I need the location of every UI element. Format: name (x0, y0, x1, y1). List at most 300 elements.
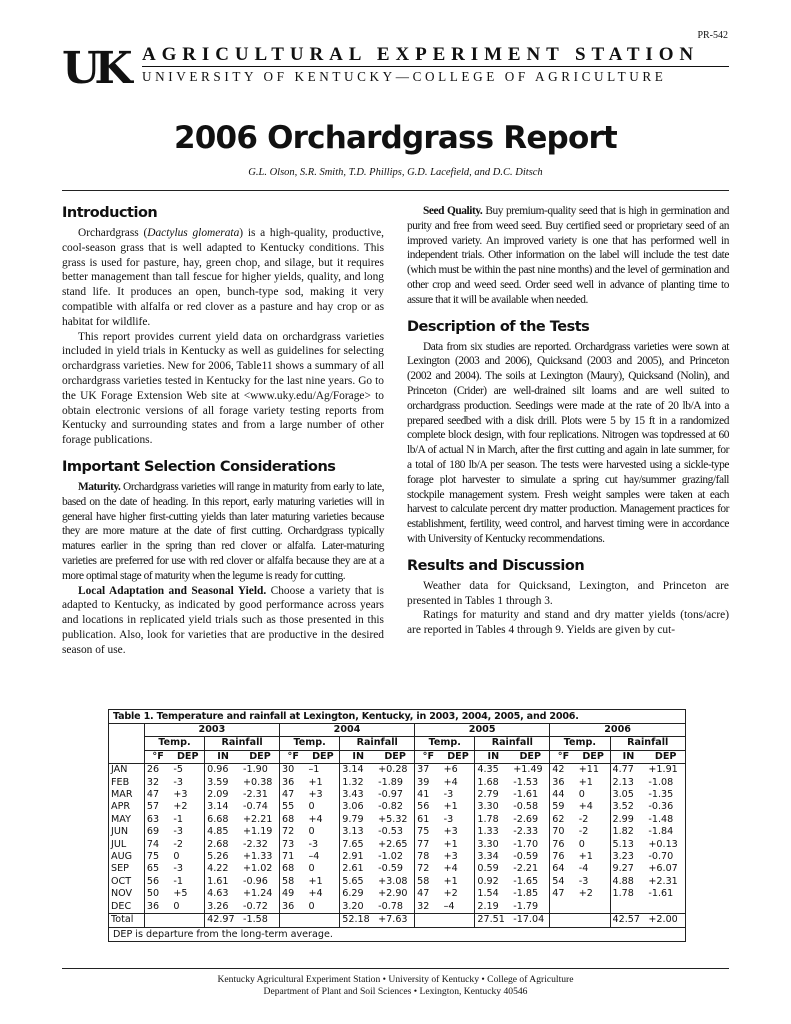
table-cell (442, 914, 475, 927)
table-cell: 62 (550, 814, 577, 826)
temp-group-header: Temp. (144, 737, 204, 750)
table-cell: -2 (578, 813, 589, 825)
table-cell: 0.92 (475, 876, 511, 888)
table-cell: +1.91 (648, 764, 678, 776)
table-cell: 50 (144, 888, 171, 900)
report-title: 2006 Orchardgrass Report (174, 120, 617, 156)
table-cell: 3.13 (340, 826, 376, 838)
table-cell: -1.48 (648, 813, 674, 825)
table-cell: +4 (443, 863, 458, 875)
table-cell: 4.35 (475, 764, 511, 777)
table-cell: 27.51 (475, 914, 511, 927)
header-rule (142, 66, 729, 67)
table-cell: -1.90 (243, 764, 268, 776)
table-row (109, 851, 685, 863)
sub-header-cell: DEP (442, 750, 475, 763)
table-cell: +3 (443, 826, 458, 838)
table-cell: 56 (144, 876, 171, 888)
table-cell: 3.06 (340, 801, 376, 813)
table-row (109, 876, 685, 888)
table-cell: 75 (144, 851, 171, 863)
table-cell: 63 (144, 814, 171, 826)
table-cell: -0.36 (648, 801, 674, 813)
introduction-paragraph-1 (62, 226, 384, 330)
table-cell (144, 914, 171, 927)
table-cell: +6.07 (648, 863, 678, 875)
temp-group-header: Temp. (279, 737, 339, 750)
month-cell: Total (109, 914, 144, 927)
table-cell: -1 (173, 813, 183, 825)
seed-quality-lead: Seed Quality. (423, 205, 483, 217)
table-cell: +4 (308, 888, 323, 900)
table-cell: +3 (443, 851, 458, 863)
table-cell: +1 (443, 838, 458, 850)
month-cell: OCT (111, 875, 132, 887)
table-cell: 3.30 (475, 801, 511, 813)
college-name: UNIVERSITY OF KENTUCKY—COLLEGE OF AGRICULTURE (142, 69, 667, 84)
table-cell: -1.35 (648, 789, 674, 801)
month-header-cell (109, 737, 144, 750)
table-cell: 52.18 (340, 914, 376, 927)
month-cell: JUL (111, 838, 127, 850)
table-cell: 2.61 (340, 863, 376, 875)
table-cell: +3.08 (378, 875, 408, 887)
table-cell: 39 (415, 777, 442, 789)
table-cell: 6.68 (205, 814, 241, 826)
table-cell: +4 (578, 801, 593, 813)
sub-header-cell: °F (415, 750, 442, 763)
table-cell: 4.63 (205, 888, 241, 900)
table-row (109, 801, 685, 813)
rain-group-header: Rainfall (340, 737, 415, 750)
station-name: AGRICULTURAL EXPERIMENT STATION (142, 44, 699, 65)
table-cell: +1.19 (243, 826, 273, 838)
table-cell: 54 (550, 876, 577, 888)
table-cell: 76 (550, 839, 577, 851)
maturity-text: Orchardgrass varieties will range in maturity from early to late, based on the date of heading. In this report, early maturing varieties will in general have higher first-cutting yields than later maturing varieties because they are more mature at the date of first cutting. Orchardgrass typically matures earlier in the spring than red clover or alfalfa. Later-maturing varieties are preferred for use with red clover or alfalfa because they are at a more optimal stage of maturity when the legume is ready for cutting. (62, 480, 384, 582)
table-cell: 1.32 (340, 777, 376, 789)
table-cell: 4.85 (205, 826, 241, 838)
table-cell: -0.96 (243, 875, 268, 887)
results-paragraph-1: Weather data for Quicksand, Lexington, and Princeton are presented in Tables 1 through 3. (407, 579, 729, 607)
table-cell: +3 (308, 789, 323, 801)
table-cell: 65 (144, 863, 171, 875)
table-cell: +2.65 (378, 838, 408, 850)
table-cell: 0 (308, 826, 315, 838)
table-cell: 26 (144, 764, 171, 777)
month-cell: MAR (111, 789, 133, 801)
maturity-paragraph (62, 480, 384, 584)
rain-group-header: Rainfall (205, 737, 280, 750)
table-cell (550, 901, 577, 914)
sub-header-cell: DEP (376, 750, 414, 763)
month-cell: SEP (111, 863, 129, 875)
year-header: 2004 (279, 724, 414, 737)
table-cell: +2.31 (648, 875, 678, 887)
table-cell: 42.57 (610, 914, 646, 927)
table-row (109, 789, 685, 801)
footer-rule (62, 968, 729, 969)
sub-header-cell: DEP (306, 750, 339, 763)
table-cell: +4 (308, 813, 323, 825)
year-header-row (109, 724, 685, 737)
month-cell: MAY (111, 813, 131, 825)
table-cell: 2.99 (610, 814, 646, 826)
table-cell: 1.78 (610, 888, 646, 900)
table-cell: +1 (578, 776, 593, 788)
table-cell: 37 (415, 764, 442, 777)
table-cell (279, 914, 306, 927)
temp-group-header: Temp. (415, 737, 475, 750)
table-cell: 4.88 (610, 876, 646, 888)
table-cell: -4 (578, 863, 589, 875)
table-cell: +2 (443, 888, 458, 900)
table-cell: 1.82 (610, 826, 646, 838)
table-cell: 61 (415, 814, 442, 826)
table-cell: 59 (550, 801, 577, 813)
footer-institution: Kentucky Agricultural Experiment Station • University of Kentucky • College of Agriculture (217, 974, 574, 985)
table-cell: –1 (308, 764, 320, 776)
table-cell: 42.97 (205, 914, 241, 927)
title-rule (62, 190, 729, 191)
table-cell: -1.84 (648, 826, 674, 838)
sub-header-cell: °F (144, 750, 171, 763)
adaptation-paragraph (62, 584, 384, 658)
table-cell: -1.65 (513, 875, 539, 887)
table-cell: 0 (578, 838, 585, 850)
year-header: 2003 (144, 724, 279, 737)
table-row (109, 814, 685, 826)
table-cell: -0.82 (378, 801, 403, 813)
introduction-paragraph-2: This report provides current yield data on orchardgrass varieties included in yield trials in Kentucky as well as guidelines for selecting orchardgrass varieties. New for 2006, Table11 shows a summary of all orchardgrass varieties tested in Kentucky for the last nine years. Go to the UK Forage Extension Web site at <www.uky.edu/Ag/Forage> to obtain electronic versions of all forage variety testing reports from Kentucky and surrounding states and from a large number of other forage publications. (62, 330, 384, 447)
table-cell: 2.13 (610, 777, 646, 789)
table-cell: -2.32 (243, 838, 268, 850)
table-cell: 42 (550, 764, 577, 777)
selection-heading: Important Selection Considerations (62, 458, 336, 475)
table-cell: -0.70 (648, 851, 674, 863)
table-cell: +6 (443, 764, 458, 776)
table-cell: +5 (173, 888, 188, 900)
sub-header-cell: IN (610, 750, 646, 763)
table-cell: 0.96 (205, 764, 241, 777)
table-cell: 1.68 (475, 777, 511, 789)
table-cell: 0 (173, 900, 180, 912)
table-cell: +1 (578, 851, 593, 863)
month-header-cell (109, 724, 144, 737)
results-heading: Results and Discussion (407, 557, 585, 574)
table-row (109, 777, 685, 789)
table-cell: 68 (279, 863, 306, 875)
seed-quality-paragraph (407, 204, 729, 308)
uk-logo-text: UK (62, 45, 127, 87)
table-cell: +1.33 (243, 851, 273, 863)
table-cell: 49 (279, 888, 306, 900)
table-cell: 3.05 (610, 789, 646, 801)
month-cell: JUN (111, 826, 129, 838)
sub-header-cell: °F (279, 750, 306, 763)
table-cell: -3 (308, 838, 319, 850)
sub-header-row (109, 750, 685, 763)
table-cell: -1.08 (648, 776, 674, 788)
table-cell: 3.23 (610, 851, 646, 863)
table-cell: +1.02 (243, 863, 273, 875)
table-cell: 0 (308, 900, 315, 912)
table-cell: +5.32 (378, 813, 408, 825)
species-name: Dactylus glomerata (147, 227, 240, 239)
table-cell: 47 (415, 888, 442, 900)
uk-logo (62, 45, 138, 87)
sub-header-cell: IN (205, 750, 241, 763)
table-row (109, 888, 685, 900)
table-cell: -1.79 (513, 900, 539, 912)
month-cell: JAN (111, 764, 128, 776)
table-cell: 3.26 (205, 901, 241, 914)
table-cell: –4 (443, 900, 455, 912)
table-cell: +1 (308, 875, 323, 887)
table-cell: 3.43 (340, 789, 376, 801)
table-cell: 3.59 (205, 777, 241, 789)
table-cell: -3 (578, 875, 589, 887)
table-cell: +0.28 (378, 764, 408, 776)
sub-header-cell: °F (550, 750, 577, 763)
table-cell: 1.54 (475, 888, 511, 900)
table-cell: -1.85 (513, 888, 539, 900)
table-cell: -1.70 (513, 838, 539, 850)
table-cell (415, 914, 442, 927)
table-cell: -0.58 (513, 801, 539, 813)
table-cell: -3 (443, 813, 454, 825)
table-cell: 58 (415, 876, 442, 888)
table-cell: 69 (144, 826, 171, 838)
table-cell: +11 (578, 764, 599, 776)
table-cell: 1.78 (475, 814, 511, 826)
table-cell: -1.89 (378, 776, 403, 788)
table-cell: +2.21 (243, 813, 273, 825)
table-cell: 74 (144, 839, 171, 851)
table-cell: 44 (550, 789, 577, 801)
rain-group-header: Rainfall (610, 737, 685, 750)
table-cell: -0.53 (378, 826, 403, 838)
rain-group-header: Rainfall (475, 737, 550, 750)
table-cell: -0.97 (378, 789, 403, 801)
table-cell: 77 (415, 839, 442, 851)
table-cell: 36 (550, 777, 577, 789)
table-cell: 32 (415, 901, 442, 914)
table-cell (171, 914, 204, 927)
table-cell: 3.20 (340, 901, 376, 914)
table-cell: 56 (415, 801, 442, 813)
table-cell: 55 (279, 801, 306, 813)
table-cell: +1.49 (513, 764, 543, 776)
table-cell: +2.90 (378, 888, 408, 900)
table-cell: -0.59 (378, 863, 403, 875)
table-cell: +2 (578, 888, 593, 900)
table-cell: 2.68 (205, 839, 241, 851)
maturity-lead: Maturity. (78, 480, 121, 493)
table-cell: +2 (173, 801, 188, 813)
table-cell: 3.52 (610, 801, 646, 813)
table-row (109, 826, 685, 838)
table-cell: +4 (443, 776, 458, 788)
sub-header-cell: IN (340, 750, 376, 763)
table-cell (577, 914, 610, 927)
table-cell: -1.53 (513, 776, 539, 788)
table-cell: +0.38 (243, 776, 273, 788)
table-cell: 72 (279, 826, 306, 838)
table-cell (577, 901, 610, 914)
table-cell: -2.31 (243, 789, 268, 801)
table-cell: 30 (279, 764, 306, 777)
table-cell: 2.19 (475, 901, 511, 914)
footer-department: Department of Plant and Soil Sciences • Lexington, Kentucky 40546 (263, 986, 528, 997)
table-cell: 36 (279, 901, 306, 914)
table-cell: -0.72 (243, 900, 268, 912)
table-row (109, 914, 685, 927)
table-cell: 73 (279, 839, 306, 851)
right-column (407, 204, 729, 638)
month-cell: FEB (111, 776, 130, 788)
table-cell: 47 (550, 888, 577, 900)
table-cell: 0 (308, 801, 315, 813)
table-cell: 0 (173, 851, 180, 863)
intro-p1-start: Orchardgrass ( (78, 227, 148, 239)
table-cell: 4.77 (610, 764, 646, 777)
publication-number: PR-542 (697, 30, 728, 41)
table-note: DEP is departure from the long-term average. (109, 927, 685, 941)
sub-header-cell: DEP (646, 750, 685, 763)
table-cell: 5.65 (340, 876, 376, 888)
table-cell: 3.14 (205, 801, 241, 813)
introduction-heading: Introduction (62, 205, 158, 221)
adaptation-text: Choose a variety that is adapted to Kentucky, as indicated by good performance across years and locations in replicated yield trials such as those presented in this publication. Also, look for varieties that are productive in the desired season of use. (62, 584, 384, 656)
table-cell: 4.22 (205, 863, 241, 875)
table-cell (646, 901, 685, 914)
table-cell: +2.00 (646, 914, 685, 927)
table-cell: 41 (415, 789, 442, 801)
sub-header-cell: IN (475, 750, 511, 763)
table-cell: -3 (443, 789, 454, 801)
adaptation-lead: Local Adaptation and Seasonal Yield. (78, 584, 267, 597)
table-body (109, 764, 685, 927)
table-cell: 5.13 (610, 839, 646, 851)
table-cell: 3.30 (475, 839, 511, 851)
year-header: 2006 (550, 724, 685, 737)
table-cell: -1.61 (648, 888, 674, 900)
table-cell: 1.33 (475, 826, 511, 838)
table-cell: 76 (550, 851, 577, 863)
authors: G.L. Olson, S.R. Smith, T.D. Phillips, G.D. Lacefield, and D.C. Ditsch (248, 167, 543, 178)
table-cell: 78 (415, 851, 442, 863)
table-cell: 75 (415, 826, 442, 838)
table-cell: +1 (443, 801, 458, 813)
table-cell: -1.61 (513, 789, 539, 801)
table-cell: +1 (443, 875, 458, 887)
table-cell: 36 (144, 901, 171, 914)
table-cell: 57 (144, 801, 171, 813)
table-cell: -1.58 (241, 914, 279, 927)
table-cell: -2 (173, 838, 183, 850)
table-cell: 3.14 (340, 764, 376, 777)
table-row (109, 901, 685, 914)
table-cell: 68 (279, 814, 306, 826)
results-paragraph-2: Ratings for maturity and stand and dry matter yields (tons/acre) are reported in Tables 4 through 9. Yields are given by cut- (407, 609, 729, 637)
table-cell: +0.13 (648, 838, 678, 850)
table-cell: -2 (578, 826, 589, 838)
table-cell: +7.63 (376, 914, 414, 927)
table-cell: -0.78 (378, 900, 403, 912)
table-cell: -3 (173, 776, 183, 788)
table-cell: 58 (279, 876, 306, 888)
table-cell: 32 (144, 777, 171, 789)
table-cell: 5.26 (205, 851, 241, 863)
table-cell: -2.33 (513, 826, 539, 838)
table-cell: –4 (308, 851, 320, 863)
table-cell: -3 (173, 863, 183, 875)
table-cell: 2.09 (205, 789, 241, 801)
table-cell: -1 (173, 875, 183, 887)
tests-heading: Description of the Tests (407, 318, 590, 335)
group-header-row (109, 737, 685, 750)
sub-header-cell: DEP (241, 750, 279, 763)
table-row (109, 764, 685, 777)
table-cell (610, 901, 646, 914)
table-title: Table 1. Temperature and rainfall at Lexington, Kentucky, in 2003, 2004, 2005, and 2006. (109, 710, 685, 724)
table-cell: 0.59 (475, 863, 511, 875)
table-cell: 1.61 (205, 876, 241, 888)
table-cell: -0.74 (243, 801, 268, 813)
table-cell: 3.34 (475, 851, 511, 863)
seed-quality-text: Buy premium-quality seed that is high in germination and purity and free from weed seed. Buy certified seed or proprietary seed of an improved variety. An improved variety is one that has performed well in independent trials. Other information on the label will include the test date (which must be within the past nine months) and the level of germination and other crop and weed seed. Order seed well in advance of planting time to assure that it will be available when needed. (407, 205, 729, 306)
month-cell: NOV (111, 888, 133, 900)
month-cell: APR (111, 801, 131, 813)
temp-group-header: Temp. (550, 737, 610, 750)
table-cell: 7.65 (340, 839, 376, 851)
table-cell: 9.79 (340, 814, 376, 826)
table-cell: 0 (308, 863, 315, 875)
weather-table (108, 709, 686, 942)
table-cell: +3 (173, 789, 188, 801)
table-cell: +1 (308, 776, 323, 788)
table-row (109, 839, 685, 851)
table-cell: -2.69 (513, 813, 539, 825)
table-cell: 6.29 (340, 888, 376, 900)
month-header-cell (109, 750, 144, 763)
table-cell: 70 (550, 826, 577, 838)
uk-logo-mark (62, 45, 138, 87)
left-column (62, 204, 384, 658)
sub-header-cell: DEP (171, 750, 204, 763)
month-cell: DEC (111, 900, 132, 912)
table-cell: 64 (550, 863, 577, 875)
sub-header-cell: DEP (577, 750, 610, 763)
table-cell: 36 (279, 777, 306, 789)
table-cell: -1.02 (378, 851, 403, 863)
table-cell: -5 (173, 764, 183, 776)
table-cell: 2.91 (340, 851, 376, 863)
table-cell: -17.04 (511, 914, 549, 927)
table-cell: 71 (279, 851, 306, 863)
intro-p1-end: ) is a high-quality, productive, cool-season grass that is well adapted to Kentucky conditions. This grass is used for pasture, hay, green chop, and silage, but it requires better management than tall fescue for higher yields, quality, and long stand life. It produces an open, bunch-type sod, making it very compatible with alfalfa or red clover as a pasture and hay crop or as habitat for wildlife. (62, 227, 384, 328)
year-header: 2005 (415, 724, 550, 737)
table-cell: -2.21 (513, 863, 539, 875)
sub-header-cell: DEP (511, 750, 549, 763)
table-cell: 47 (279, 789, 306, 801)
table-cell: 2.79 (475, 789, 511, 801)
table-cell: 0 (578, 789, 585, 801)
month-cell: AUG (111, 851, 133, 863)
table-cell: -0.59 (513, 851, 539, 863)
weather-data-table (109, 724, 685, 927)
